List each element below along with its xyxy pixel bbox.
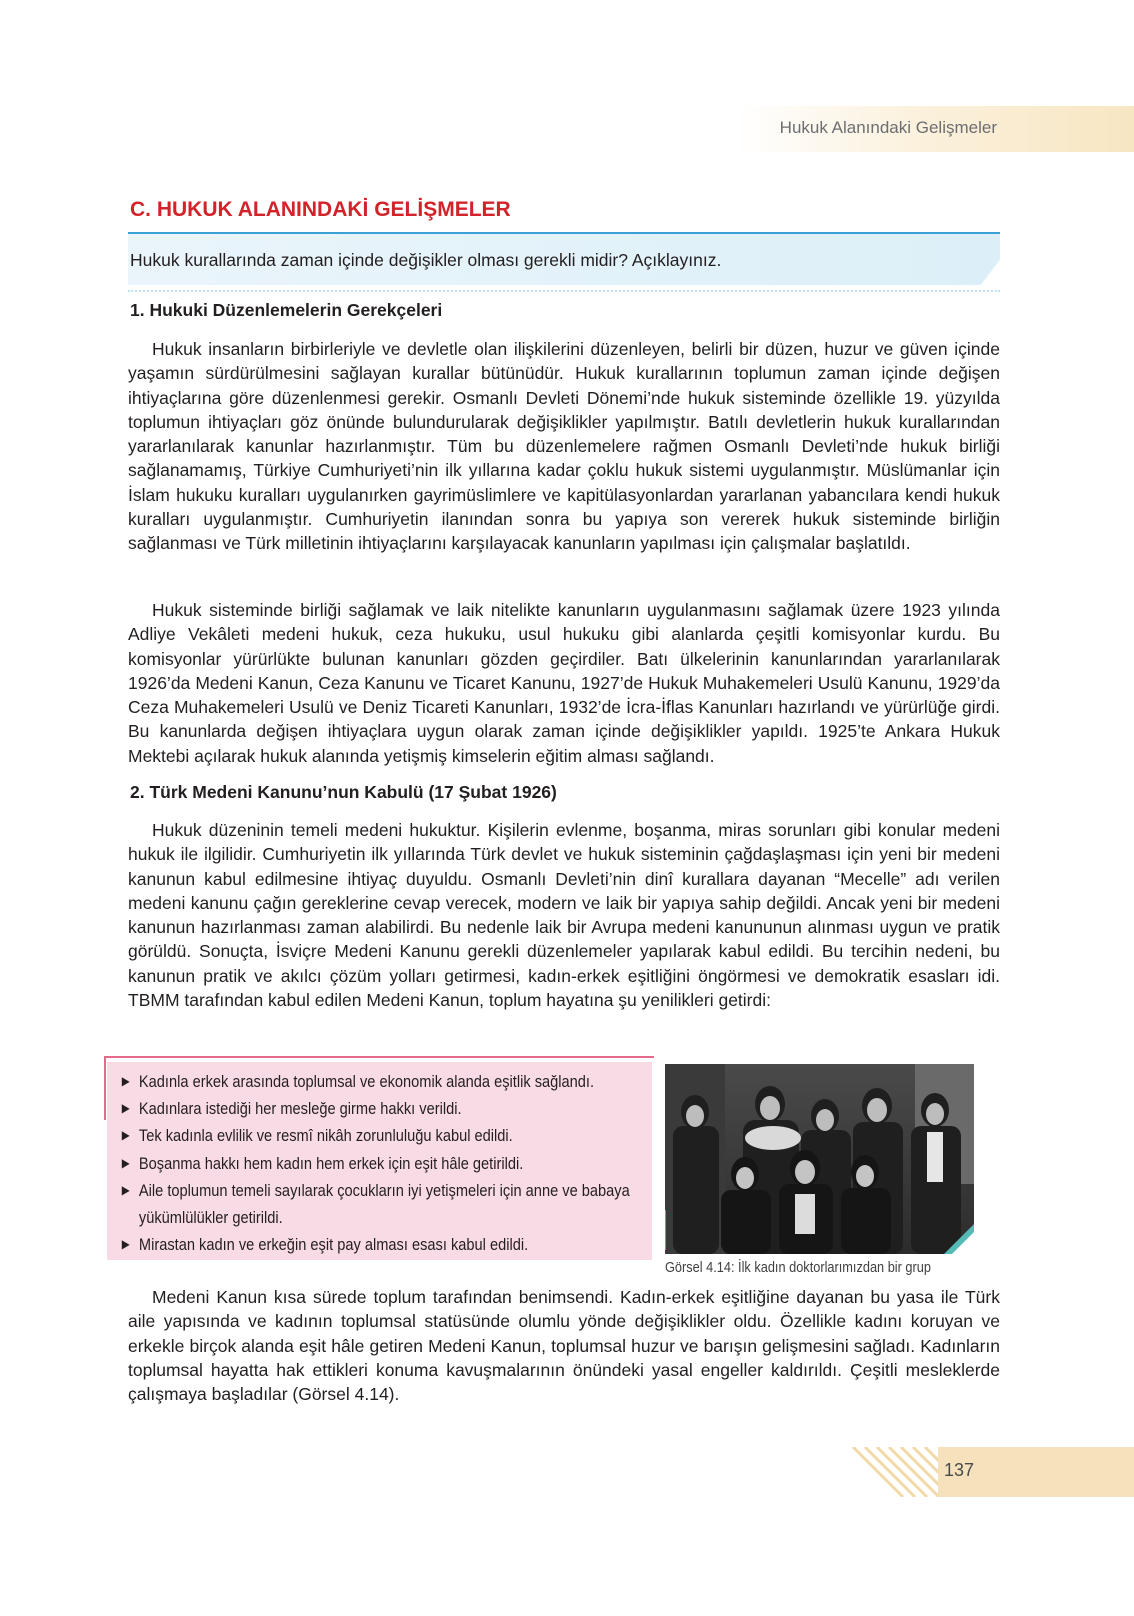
part2-heading: 2. Türk Medeni Kanunu’nun Kabulü (17 Şubat 1926) xyxy=(130,782,557,802)
innovations-list xyxy=(120,1068,650,1258)
women-doctors-photo xyxy=(665,1064,974,1254)
part1-paragraph-1-text: Hukuk insanların birbirleriyle ve devletle olan ilişkilerini düzenleyen, belirli bir düzen, huzur ve güven içinde yaşamın sürdürülmesini sağlayan kurallar bütünüdür. Hukuk kurallarının toplumun zaman içinde değişen ihtiyaçlarına göre düzenlenmesi gerekir. Osmanlı Devleti Dönemi’nde hukuk sisteminde özellikle 19. yüzyılda toplumun ihtiyaçları göz önünde bulundurularak değişiklikler yapılmıştır. Batılı devletlerin hukuk kurallarından yararlanılarak kanunlar hazırlanmıştır. Tüm bu düzenlemelere rağmen Osmanlı Devleti’nde hukuk birliği sağlanamamış, Türkiye Cumhuriyeti’nin ilk yıllarına kadar çoklu hukuk sistemi uygulanmıştır. Müslümanlar için İslam hukuku kuralları uygulanırken gayrimüslimlere ve kapitülasyonlardan yararlanan yabancılara kendi hukuk kuralları uygulanmıştır. Cumhuriyetin ilanından sonra bu yapıya son vererek hukuk sisteminde birliğin sağlanması ve Türk milletinin ihtiyaçlarını karşılayacak kanunların yapılması için çalışmalar başlatıldı. xyxy=(128,339,1000,554)
triangle-bullet-icon: ▶ xyxy=(121,1128,130,1143)
page-number: 137 xyxy=(944,1460,975,1480)
triangle-bullet-icon: ▶ xyxy=(121,1101,130,1116)
question-divider xyxy=(128,290,1000,292)
list-item: ▶ Tek kadınla evlilik ve resmî nikâh zorunluluğu kabul edildi. xyxy=(120,1122,650,1149)
list-item: ▶ Kadınlara istediği her mesleğe girme hakkı verildi. xyxy=(120,1095,650,1122)
part1-paragraph-2-text: Hukuk sisteminde birliği sağlamak ve laik nitelikte kanunların uygulanmasını sağlamak üzere 1923 yılında Adliye Vekâleti medeni hukuk, ceza hukuku, usul hukuku gibi alanlarda çeşitli komisyonlar kurdu. Bu komisyonlar yürürlükte bulunan kanunları gözden geçirdiler. Batı ülkelerinin kanunlarından yararlanılarak 1926’da Medeni Kanun, Ceza Kanunu ve Ticaret Kanunu, 1927’de Hukuk Muhakemeleri Usulü Kanunu, 1929’da Ceza Muhakemeleri Usulü ve Deniz Ticareti Kanunları, 1932’de İcra-İflas Kanunları hazırlandı ve yürürlüğe girdi. Bu kanunlarda değişen ihtiyaçlara uygun olarak zaman içinde değişiklikler yapıldı. 1925’te Ankara Hukuk Mektebi açılarak hukuk alanında yetişmiş kimselerin eğitim alması sağlandı. xyxy=(128,600,1000,766)
triangle-bullet-icon: ▶ xyxy=(121,1237,130,1252)
triangle-bullet-icon: ▶ xyxy=(121,1074,130,1088)
triangle-bullet-icon: ▶ xyxy=(121,1182,130,1197)
part2-paragraph-2 xyxy=(128,1285,1000,1406)
part2-paragraph-2-text: Medeni Kanun kısa sürede toplum tarafından benimsendi. Kadın-erkek eşitliğine dayanan bu yasa ile Türk aile yapısında ve kadının toplumsal statüsünde olumlu yönde değişiklikler oldu. Özellikle kadını koruyan ve erkekle birçok alanda eşit hâle getiren Medeni Kanun, toplumsal huzur ve barışın gelişmesini sağladı. Kadınların toplumsal hayatta hak ettikleri konuma kavuşmalarının önündeki yasal engeller kaldırıldı. Çeşitli mesleklerde çalışmaya başladılar (Görsel 4.14). xyxy=(128,1287,1000,1405)
triangle-bullet-icon: ▶ xyxy=(121,1155,130,1170)
footer-stripes xyxy=(843,1447,938,1497)
list-item: ▶ Kadınla erkek arasında toplumsal ve ekonomik alanda eşitlik sağlandı. xyxy=(120,1068,650,1095)
part1-paragraph-2 xyxy=(128,598,1000,768)
part2-paragraph-1 xyxy=(128,818,1000,1012)
photo-caption: Görsel 4.14: İlk kadın doktorlarımızdan bir grup xyxy=(665,1260,931,1276)
section-title: C. HUKUK ALANINDAKİ GELİŞMELER xyxy=(130,198,511,221)
part1-paragraph-1 xyxy=(128,337,1000,556)
list-item: ▶ Boşanma hakkı hem kadın hem erkek için eşit hâle getirildi. xyxy=(120,1150,650,1177)
list-item: ▶ Aile toplumun temeli sayılarak çocukların iyi yetişmeleri için anne ve babaya yükümlülükler getirildi. xyxy=(120,1177,650,1231)
running-head: Hukuk Alanındaki Gelişmeler xyxy=(779,118,997,137)
photo-accent-line xyxy=(665,1210,666,1250)
part2-paragraph-1-text: Hukuk düzeninin temeli medeni hukuktur. Kişilerin evlenme, boşanma, miras sorunları gibi konular medeni hukuk ile ilgilidir. Cumhuriyetin ilk yıllarında Türk devlet ve hukuk sisteminin çağdaşlaşması için yeni bir medeni kanunun kabul edilmesine ihtiyaç duyuldu. Osmanlı Devleti’nin dinî kurallara dayanan “Mecelle” adı verilen medeni kanunu çağın gereklerine cevap verecek, modern ve laik bir yapıya sahip değildi. Ancak yeni bir medeni kanunun hazırlanması zaman alabilirdi. Bu nedenle laik bir Avrupa medeni kanununun alınması uygun ve pratik görüldü. Sonuçta, İsviçre Medeni Kanunu gerekli düzenlemeler yapılarak kabul edildi. Bu tercihin nedeni, bu kanunun pratik ve akılcı çözüm yolları getirmesi, kadın-erkek eşitliğini öngörmesi ve demokratik esasları idi. TBMM tarafından kabul edilen Medeni Kanun, toplum hayatına şu yenilikleri getirdi: xyxy=(128,820,1000,1011)
part1-heading: 1. Hukuki Düzenlemelerin Gerekçeleri xyxy=(130,300,443,320)
question-text: Hukuk kurallarında zaman içinde değişikler olması gerekli midir? Açıklayınız. xyxy=(130,250,722,270)
list-item: ▶ Mirastan kadın ve erkeğin eşit pay alması esası kabul edildi. xyxy=(120,1231,650,1258)
